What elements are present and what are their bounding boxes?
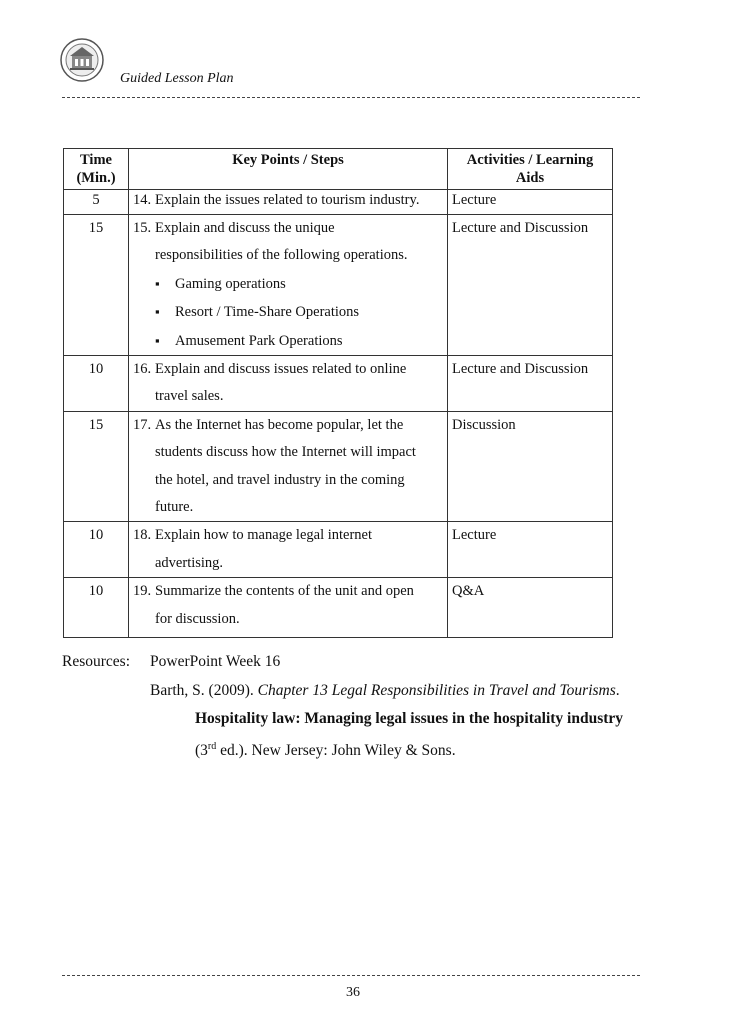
row-step: [129, 190, 448, 215]
page-header: [0, 0, 729, 110]
row-aid: Lecture: [448, 522, 613, 578]
table-row: [64, 190, 613, 215]
step-number: 15.: [133, 220, 152, 236]
row-aid: Q&A: [448, 578, 613, 638]
table-row: [64, 578, 613, 638]
lesson-table: [63, 148, 613, 638]
publisher-text: ed.). New Jersey: John Wiley & Sons.: [216, 742, 456, 760]
bullet-item: ▪ Amusement Park Operations: [133, 327, 443, 355]
row-aid: Lecture and Discussion: [448, 356, 613, 412]
aids-header-line1: Activities / Learning: [466, 152, 594, 168]
step-text: Explain and discuss issues related to online: [155, 361, 407, 378]
citation-chapter-title: Chapter 13 Legal Responsibilities in Travel and Tourisms: [257, 682, 616, 699]
step-number: 19.: [133, 583, 152, 600]
page-number: 36: [346, 985, 360, 1000]
aids-column-header: [448, 149, 613, 190]
step-text: Summarize the contents of the unit and open: [155, 583, 414, 600]
row-step: [129, 411, 448, 522]
edition-prefix: (3: [195, 742, 208, 760]
row-step: [129, 215, 448, 356]
resources-label: Resources:: [62, 653, 131, 670]
step-text: for discussion.: [155, 610, 240, 627]
row-time: 10: [64, 578, 129, 638]
step-text: the hotel, and travel industry in the coming: [155, 471, 405, 488]
header-divider: [62, 97, 640, 98]
row-time: 15: [64, 215, 129, 356]
footer-divider: [62, 975, 640, 976]
row-time: 10: [64, 356, 129, 412]
table-row: [64, 356, 613, 412]
time-header-line1: Time: [80, 152, 112, 168]
step-text: As the Internet has become popular, let the: [155, 416, 404, 433]
row-aid: Discussion: [448, 411, 613, 522]
row-time: 10: [64, 522, 129, 578]
row-step: [129, 522, 448, 578]
step-text: Explain the issues related to tourism industry.: [155, 192, 420, 208]
row-aid: Lecture and Discussion: [448, 215, 613, 356]
step-text: students discuss how the Internet will impact: [155, 444, 416, 461]
bullet-item: ▪ Resort / Time-Share Operations: [133, 298, 443, 326]
row-step: [129, 356, 448, 412]
resource-powerpoint: PowerPoint Week 16: [150, 653, 281, 670]
table-row: [64, 522, 613, 578]
step-text: Explain how to manage legal internet: [155, 527, 373, 544]
row-step: [129, 578, 448, 638]
row-time: 5: [64, 190, 129, 215]
step-number: 14.: [133, 192, 152, 208]
step-number: 17.: [133, 416, 152, 433]
resource-citation-line1: [150, 677, 620, 705]
resource-book-title: Hospitality law: Managing legal issues in the hospitality industry: [195, 710, 624, 727]
edition-superscript: rd: [207, 741, 217, 752]
college-seal-logo: [60, 36, 104, 84]
table-row: [64, 411, 613, 522]
table-row: [64, 215, 613, 356]
resource-citation-publisher: [195, 733, 456, 765]
step-number: 18.: [133, 527, 152, 544]
key-points-column-header: Key Points / Steps: [129, 149, 448, 190]
row-aid: Lecture: [448, 190, 613, 215]
step-text: future.: [155, 499, 194, 516]
citation-author: Barth, S. (2009).: [150, 682, 258, 699]
row-time: 15: [64, 411, 129, 522]
step-text: advertising.: [155, 554, 224, 571]
aids-header-line2: Aids: [515, 170, 545, 186]
step-number: 16.: [133, 361, 152, 378]
header-title: Guided Lesson Plan: [120, 71, 234, 86]
step-text: travel sales.: [155, 388, 224, 405]
time-column-header: [64, 149, 129, 190]
step-text: Explain and discuss the unique: [155, 220, 335, 236]
time-header-line2: (Min.): [76, 170, 116, 186]
table-header-row: [64, 149, 613, 190]
citation-period: .: [615, 682, 620, 699]
bullet-item: ▪ Gaming operations: [133, 270, 443, 298]
step-text: responsibilities of the following operations.: [155, 247, 408, 264]
